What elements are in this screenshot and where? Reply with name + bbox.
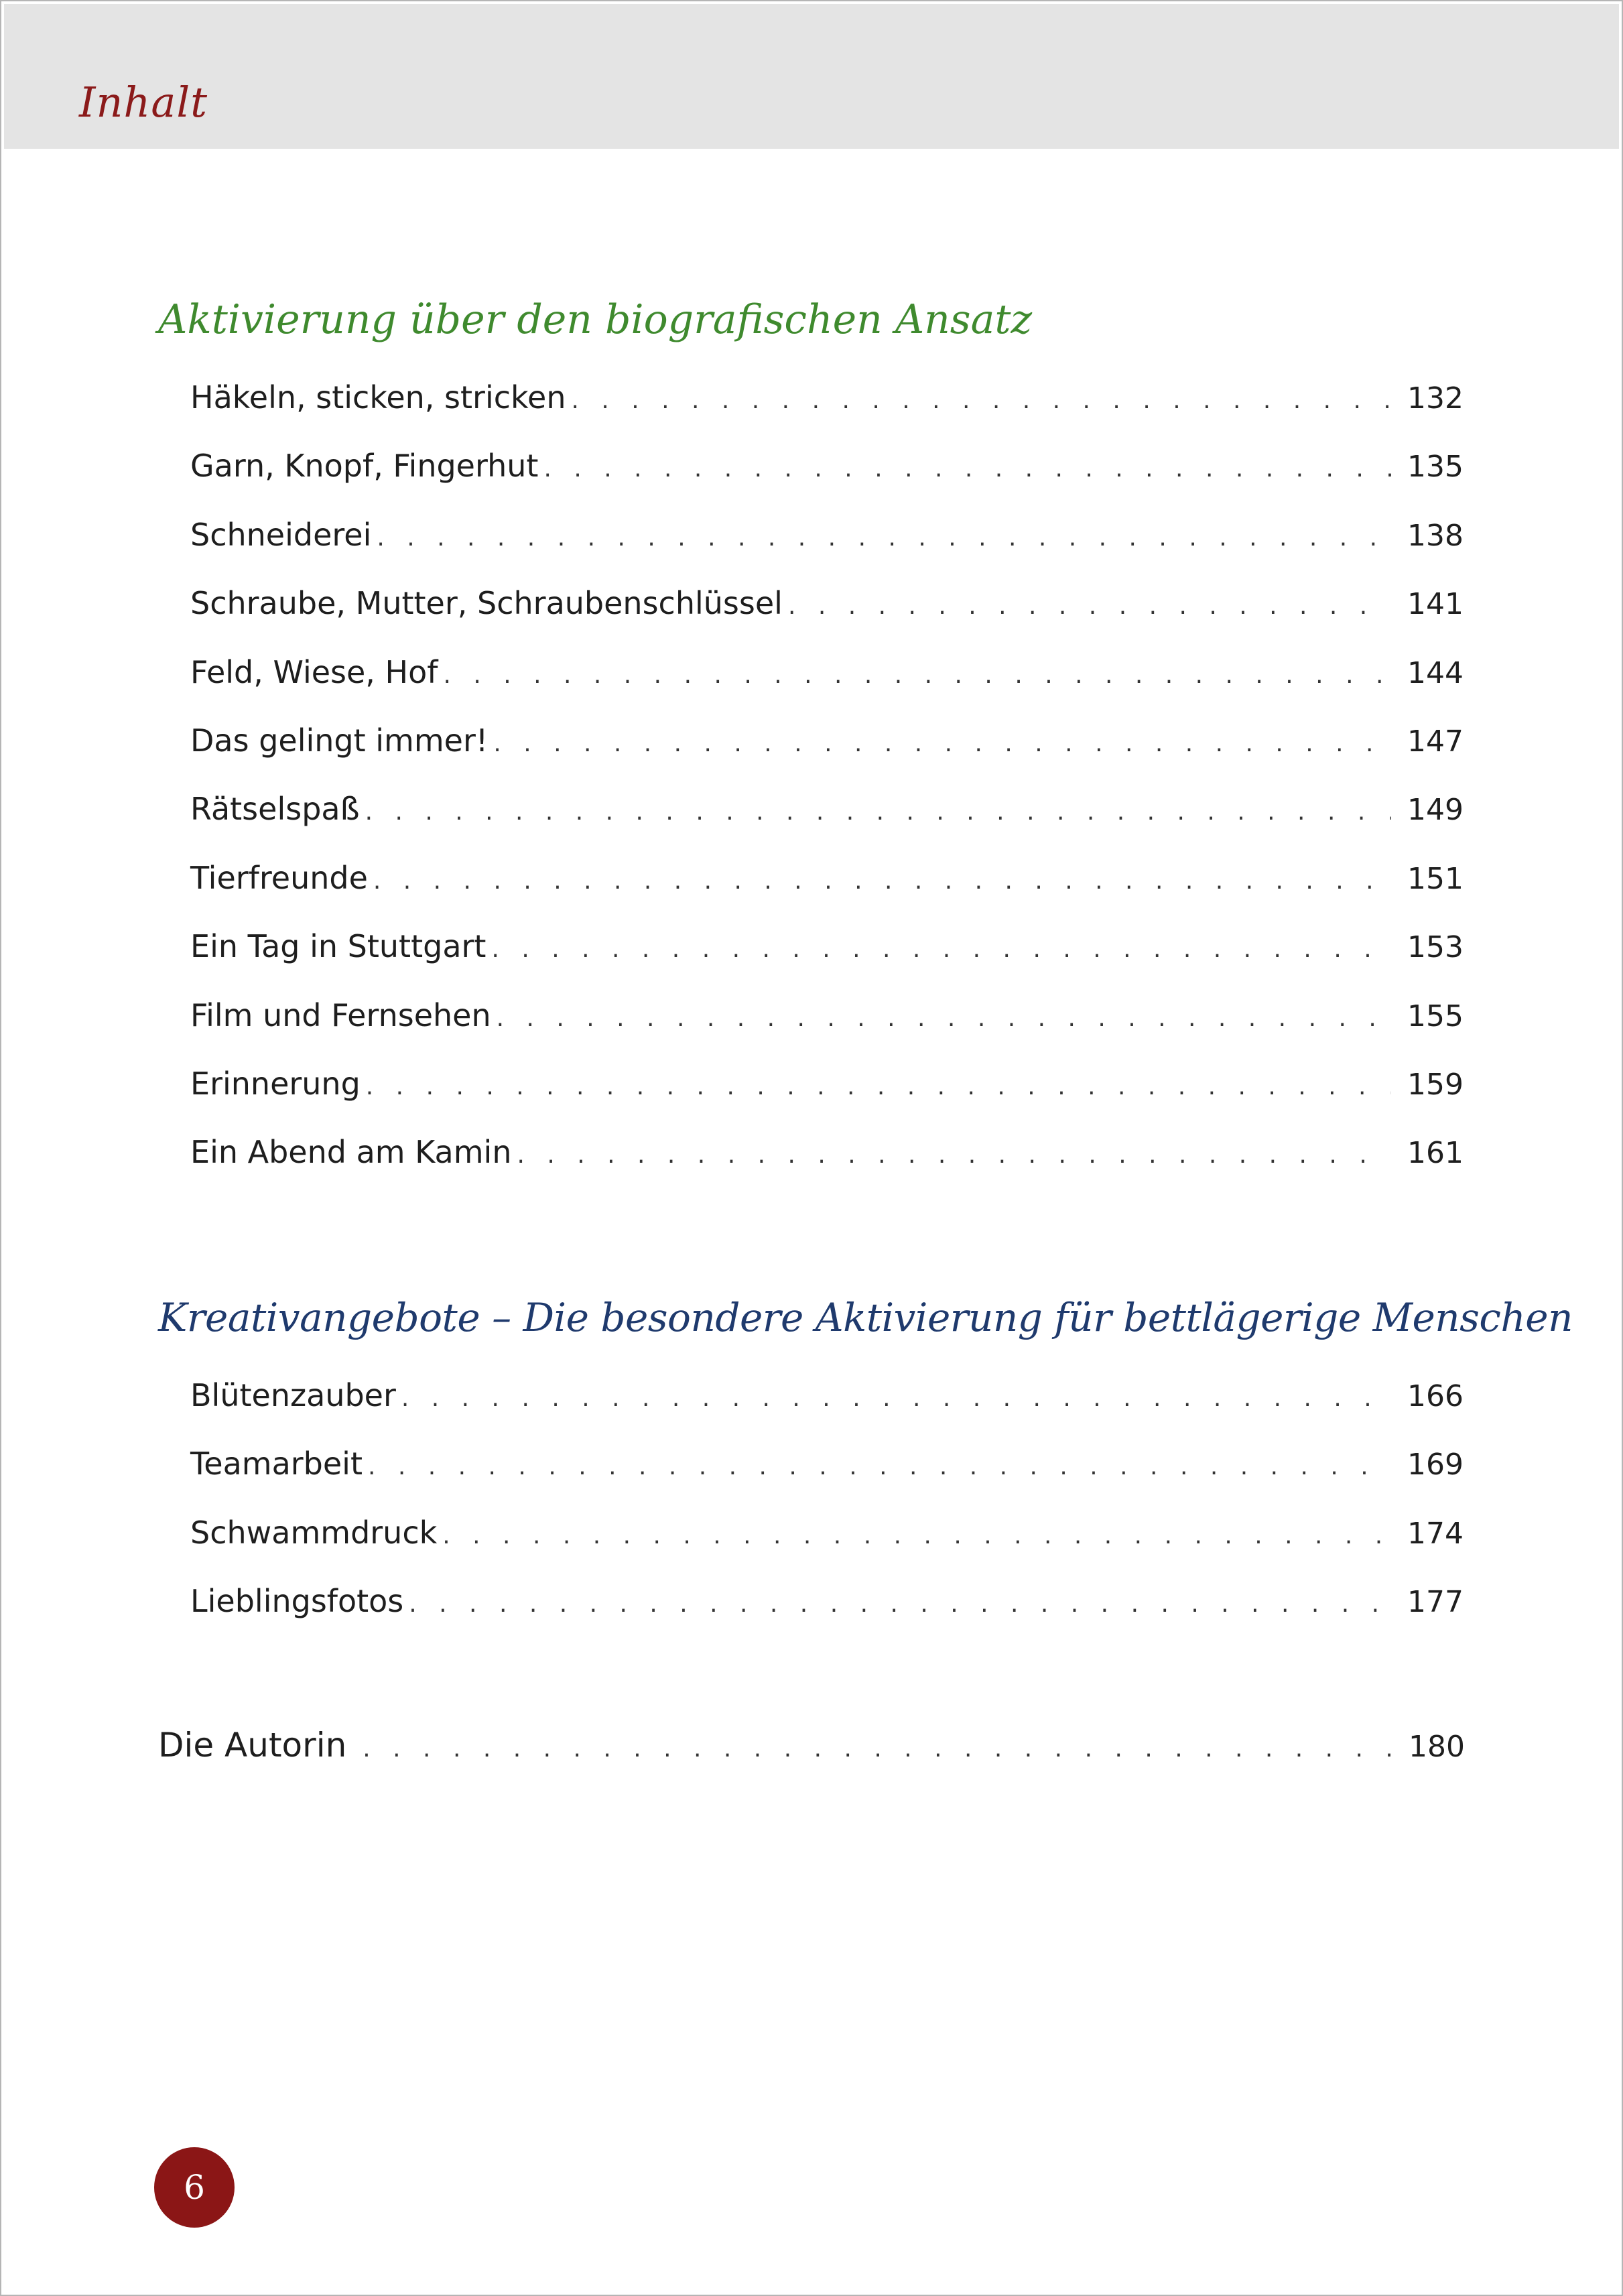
toc-entry-title: Die Autorin (158, 1726, 347, 1765)
toc-entry[interactable] (190, 1377, 1464, 1446)
toc-entry-page: 155 (1407, 999, 1464, 1033)
toc-entry-page: 144 (1407, 655, 1464, 690)
toc-entry[interactable] (190, 1515, 1464, 1583)
toc-entry[interactable] (190, 585, 1464, 653)
leader-dots (401, 1385, 1391, 1412)
toc-entry-title: Ein Tag in Stuttgart (190, 928, 486, 965)
leader-dots (363, 1735, 1392, 1763)
toc-entry-title: Blütenzauber (190, 1377, 396, 1413)
toc-entry[interactable] (190, 379, 1464, 448)
toc-entry-page: 169 (1407, 1448, 1464, 1482)
toc-entry-title: Film und Fernsehen (190, 997, 491, 1033)
toc-entry-title: Schwammdruck (190, 1514, 438, 1551)
running-header (4, 4, 1619, 149)
toc-entry[interactable] (190, 791, 1464, 859)
toc-entry[interactable] (190, 517, 1464, 585)
toc-entry-title: Garn, Knopf, Fingerhut (190, 448, 539, 485)
toc-entry-title: Erinnerung (190, 1065, 361, 1102)
leader-dots (409, 1590, 1391, 1618)
toc-entry[interactable] (190, 1134, 1464, 1202)
toc-entry-page: 153 (1407, 930, 1464, 965)
toc-list-kreativ (190, 1377, 1464, 1652)
toc-entry[interactable] (190, 654, 1464, 722)
toc-entry[interactable] (190, 1066, 1464, 1134)
leader-dots (366, 1073, 1391, 1100)
toc-entry[interactable] (190, 448, 1464, 516)
toc-entry[interactable] (190, 860, 1464, 928)
leader-dots (365, 798, 1391, 826)
toc-entry-page: 149 (1407, 793, 1464, 828)
toc-entry-page: 180 (1409, 1730, 1465, 1764)
header-title: Inhalt (79, 78, 208, 127)
toc-entry-page: 135 (1407, 450, 1464, 485)
leader-dots (491, 936, 1391, 963)
toc-entry-page: 174 (1407, 1516, 1464, 1551)
toc-entry-page: 151 (1407, 861, 1464, 896)
toc-entry[interactable] (190, 997, 1464, 1066)
toc-entry-title: Das gelingt immer! (190, 722, 489, 759)
toc-list-biografisch (190, 379, 1464, 1203)
toc-entry-title: Ein Abend am Kamin (190, 1134, 512, 1171)
toc-entry[interactable] (190, 1583, 1464, 1651)
toc-entry-title: Schneiderei (190, 516, 372, 553)
toc-entry-title: Häkeln, sticken, stricken (190, 379, 566, 416)
leader-dots (377, 524, 1391, 552)
leader-dots (497, 1005, 1391, 1032)
leader-dots (571, 387, 1391, 414)
toc-entry-title: Teamarbeit (190, 1446, 363, 1482)
toc-entry-title: Lieblingsfotos (190, 1583, 404, 1620)
toc-entry-page: 161 (1407, 1136, 1464, 1171)
toc-entry[interactable] (190, 1446, 1464, 1514)
toc-entry-page: 166 (1407, 1379, 1464, 1413)
section-heading-kreativ: Kreativangebote – Die besondere Aktivierung für bettlägerige Menschen (158, 1295, 1573, 1340)
toc-entry-page: 177 (1407, 1585, 1464, 1620)
leader-dots (443, 661, 1391, 689)
leader-dots (373, 867, 1391, 895)
toc-entry[interactable] (190, 722, 1464, 791)
toc-entry-title: Tierfreunde (190, 859, 368, 896)
toc-entry-title: Schraube, Mutter, Schraubenschlüssel (190, 585, 783, 622)
toc-entry-title: Rätselspaß (190, 791, 360, 828)
toc-entry-page: 147 (1407, 724, 1464, 759)
leader-dots (493, 730, 1391, 757)
leader-dots (517, 1141, 1391, 1169)
toc-entry-page: 138 (1407, 518, 1464, 553)
toc-entry[interactable] (190, 928, 1464, 997)
section-heading-biografisch: Aktivierung über den biografischen Ansatz (158, 296, 1033, 343)
leader-dots (442, 1522, 1391, 1549)
leader-dots (543, 455, 1391, 483)
toc-entry-page: 132 (1407, 381, 1464, 416)
leader-dots (368, 1453, 1391, 1480)
toc-entry-autorin[interactable] (158, 1726, 1465, 1765)
toc-entry-page: 141 (1407, 587, 1464, 622)
toc-entry-page: 159 (1407, 1067, 1464, 1102)
page-number-badge: 6 (154, 2147, 235, 2228)
leader-dots (788, 592, 1391, 620)
toc-entry-title: Feld, Wiese, Hof (190, 653, 438, 690)
